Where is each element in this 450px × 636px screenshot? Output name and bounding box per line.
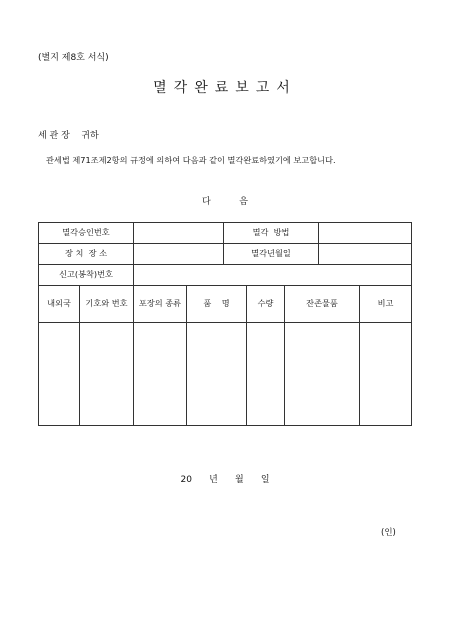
package-type-cell[interactable] <box>133 322 187 426</box>
storage-place-field[interactable] <box>133 243 224 265</box>
destruction-method-label: 멸각 방법 <box>223 222 319 244</box>
destruction-date-field[interactable] <box>318 243 412 265</box>
column-header-package-type: 포장의 종류 <box>133 285 187 323</box>
remarks-cell[interactable] <box>359 322 412 426</box>
origin-cell[interactable] <box>38 322 80 426</box>
column-header-remaining-goods: 잔존물품 <box>284 285 360 323</box>
marks-numbers-cell[interactable] <box>79 322 134 426</box>
addressee-line: 세 관 장 귀하 <box>38 131 99 141</box>
storage-place-label: 장 치 장 소 <box>38 243 134 265</box>
column-header-origin: 내외국 <box>38 285 80 323</box>
destruction-method-field[interactable] <box>318 222 412 244</box>
table-header-row <box>38 285 412 323</box>
column-header-remarks: 비고 <box>359 285 412 323</box>
table-row <box>38 243 412 265</box>
declaration-number-label: 신고(봉착)번호 <box>38 264 134 286</box>
seal-mark: (인) <box>381 528 396 538</box>
document-title: 멸각완료보고서 <box>153 80 297 96</box>
report-body-text: 관세법 제71조제2항의 규정에 의하여 다음과 같이 멸각완료하였기에 보고합니다. <box>46 155 336 165</box>
column-header-quantity: 수량 <box>246 285 285 323</box>
destruction-date-label: 멸각년월일 <box>223 243 319 265</box>
table-body-row <box>38 322 412 426</box>
form-number-label: (별지 제8호 서식) <box>38 53 109 63</box>
remaining-goods-cell[interactable] <box>284 322 360 426</box>
declaration-number-field[interactable] <box>133 264 412 286</box>
quantity-cell[interactable] <box>246 322 285 426</box>
approval-number-label: 멸각승인번호 <box>38 222 134 244</box>
table-row <box>38 264 412 286</box>
column-header-marks-numbers: 기호와 번호 <box>79 285 134 323</box>
item-name-cell[interactable] <box>186 322 247 426</box>
approval-number-field[interactable] <box>133 222 224 244</box>
column-header-item-name: 품 명 <box>186 285 247 323</box>
report-date-line: 20 년 월 일 <box>180 475 270 485</box>
table-row <box>38 222 412 244</box>
section-heading: 다 음 <box>202 197 248 207</box>
